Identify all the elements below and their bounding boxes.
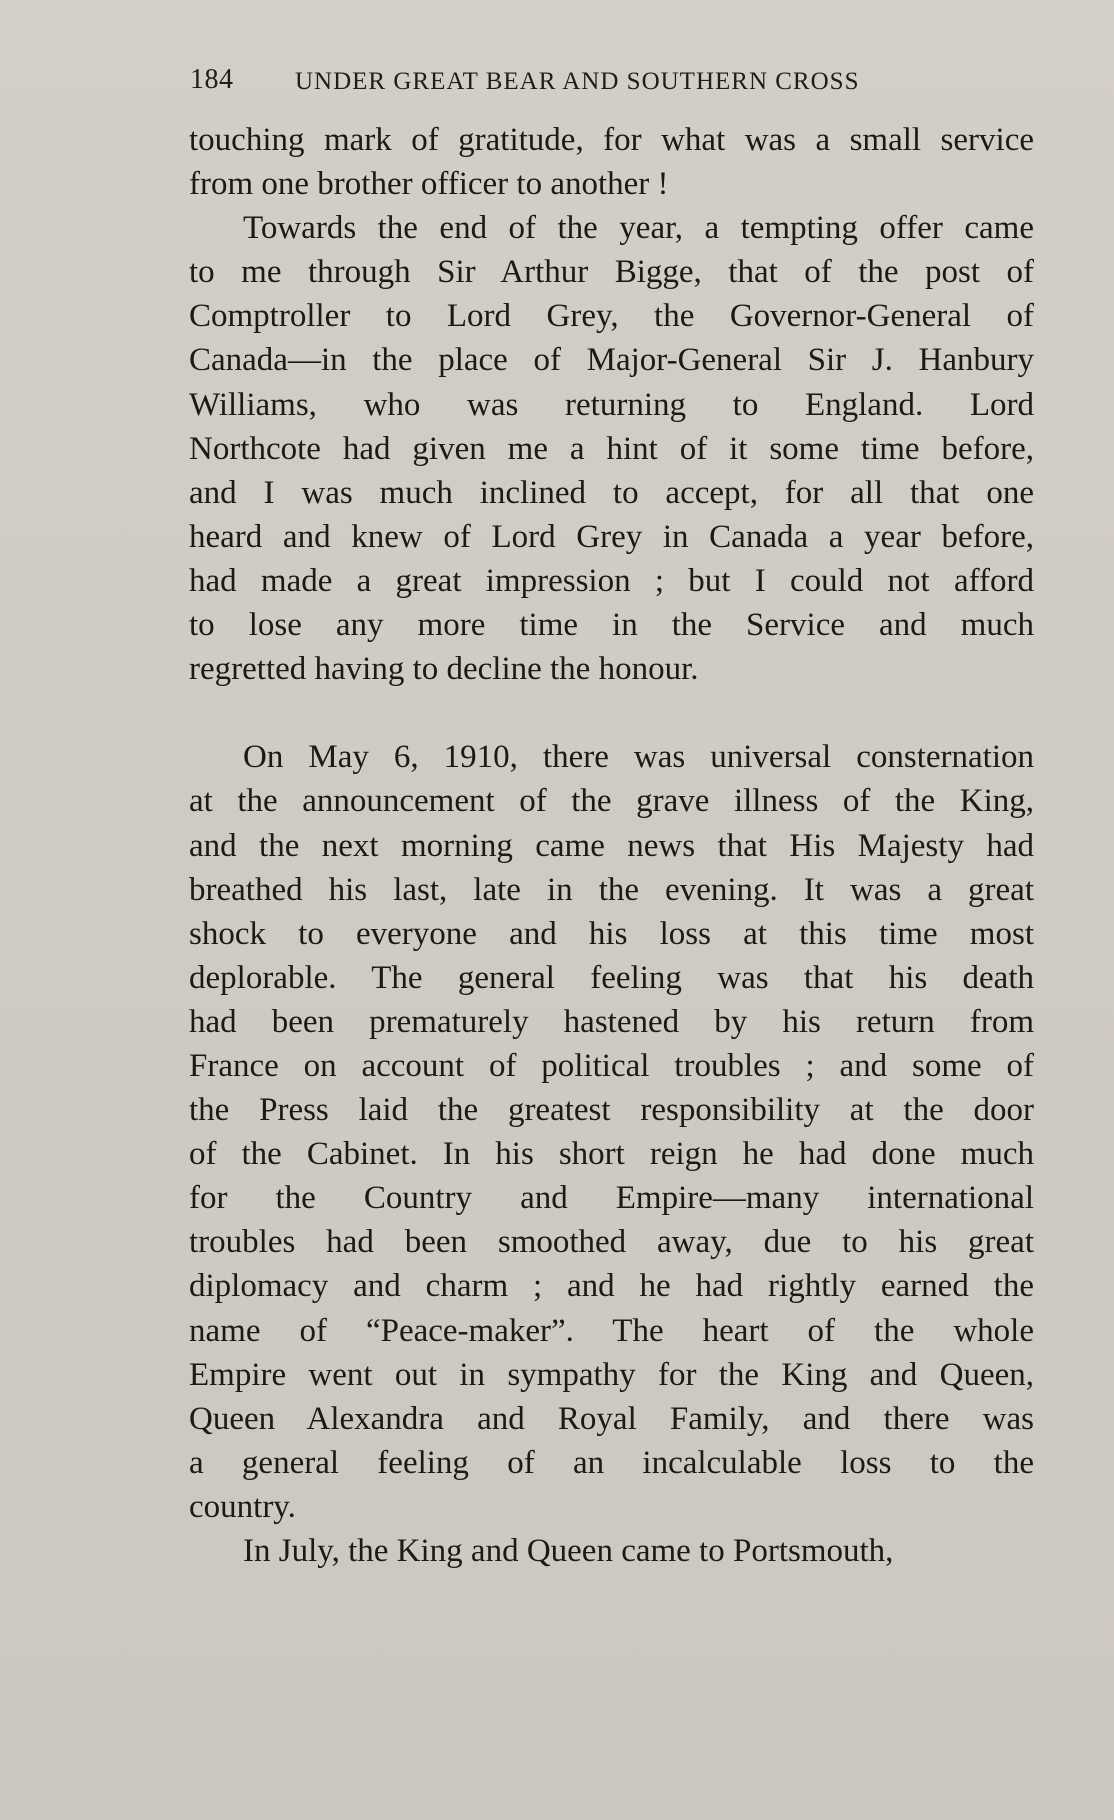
page-number: 184 [190,64,234,95]
text-line: diplomacy and charm ; and he had rightly earned the [189,1268,1034,1305]
text-line: France on account of political troubles ; and some of [189,1047,1034,1084]
text-line: Empire went out in sympathy for the King and Queen, [189,1356,1034,1393]
text-line: country. [189,1488,296,1525]
text-line: name of “Peace-maker”. The heart of the whole [189,1312,1034,1349]
text-line: the Press laid the greatest responsibility at the door [189,1092,1034,1129]
section-break [189,691,1034,735]
text-line: from one brother officer to another ! [189,166,669,203]
text-line: Towards the end of the year, a tempting offer came [243,210,1034,247]
text-line: breathed his last, late in the evening. It was a great [189,871,1034,908]
text-line: touching mark of gratitude, for what was a small service [189,122,1034,158]
text-line: In July, the King and Queen came to Portsmouth, [243,1533,894,1569]
text-line: Comptroller to Lord Grey, the Governor-General of [189,298,1034,335]
text-line: Canada—in the place of Major-General Sir J. Hanbury [189,342,1034,379]
text-line: for the Country and Empire—many international [189,1180,1034,1217]
text-line: to lose any more time in the Service and much [189,607,1034,644]
text-line: of the Cabinet. In his short reign he had done much [189,1136,1034,1173]
running-head [190,62,1038,102]
text-line: and I was much inclined to accept, for all that one [189,474,1034,511]
paragraph [189,206,1034,691]
text-line: and the next morning came news that His Majesty had [189,827,1034,864]
text-line: troubles had been smoothed away, due to his great [189,1224,1034,1261]
text-line: had made a great impression ; but I could not afford [189,562,1034,599]
text-line: Queen Alexandra and Royal Family, and there was [189,1400,1034,1437]
body-text [189,118,1034,1573]
text-line: regretted having to decline the honour. [189,651,699,688]
text-line: heard and knew of Lord Grey in Canada a year before, [189,518,1034,555]
text-line: On May 6, 1910, there was universal consternation [243,739,1034,776]
paragraph [189,118,1034,206]
text-line: at the announcement of the grave illness of the King, [189,783,1034,820]
paragraph [189,735,1034,1529]
text-line: to me through Sir Arthur Bigge, that of the post of [189,254,1034,291]
text-line: shock to everyone and his loss at this time most [189,915,1034,952]
paragraph [189,1529,1034,1573]
text-line: deplorable. The general feeling was that his death [189,959,1034,996]
book-title: UNDER GREAT BEAR AND SOUTHERN CROSS [295,68,860,95]
text-line: Williams, who was returning to England. Lord [189,386,1034,423]
text-line: had been prematurely hastened by his return from [189,1003,1034,1040]
text-line: Northcote had given me a hint of it some time before, [189,430,1034,467]
text-line: a general feeling of an incalculable loss to the [189,1444,1034,1481]
